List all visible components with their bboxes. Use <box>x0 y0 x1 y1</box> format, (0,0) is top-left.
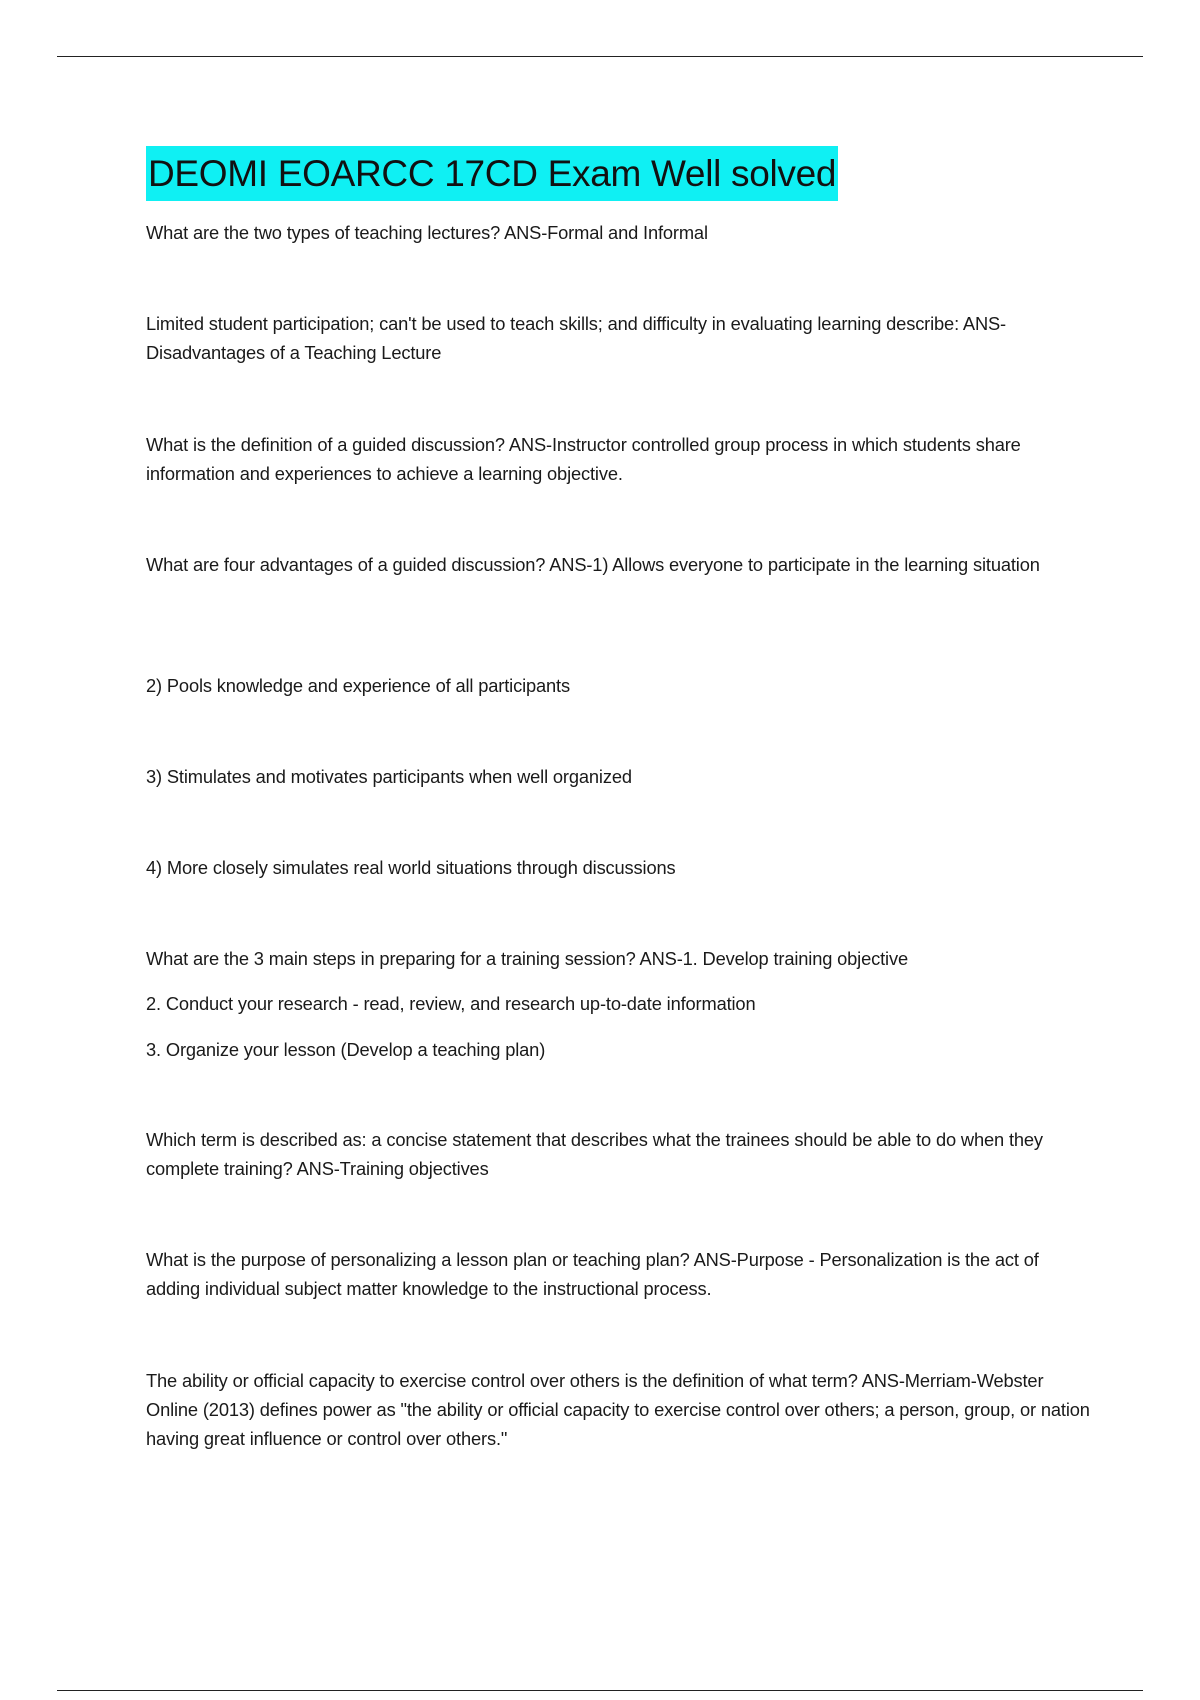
header-rule <box>57 56 1143 57</box>
paragraph-guided-discussion-definition: What is the definition of a guided discussion? ANS-Instructor controlled group process in which students share information and experiences to achieve a learning objective. <box>146 434 1021 484</box>
paragraph-training-objectives: Which term is described as: a concise statement that describes what the trainees should be able to do when they complete training? ANS-Training objectives <box>146 1129 1043 1179</box>
footer-rule <box>57 1690 1143 1691</box>
paragraph-power-definition: The ability or official capacity to exercise control over others is the definition of what term? ANS-Merriam-Webster Online (2013) defines power as "the ability or official capacity to exercise control over others; a person, group, or nation having great influence or control over others." <box>146 1370 1090 1449</box>
paragraph-lecture-types: What are the two types of teaching lectures? ANS-Formal and Informal <box>146 222 708 243</box>
paragraph-personalization: What is the purpose of personalizing a lesson plan or teaching plan? ANS-Purpose - Personalization is the act of adding individual subject matter knowledge to the instructional process. <box>146 1249 1039 1299</box>
paragraph-advantage-4: 4) More closely simulates real world situations through discussions <box>146 857 676 878</box>
document-title: DEOMI EOARCC 17CD Exam Well solved <box>146 146 838 201</box>
paragraph-step-2: 2. Conduct your research - read, review, and research up-to-date information <box>146 993 756 1014</box>
paragraph-training-steps: What are the 3 main steps in preparing for a training session? ANS-1. Develop training objective <box>146 948 908 969</box>
paragraph-lecture-disadvantages: Limited student participation; can't be used to teach skills; and difficulty in evaluating learning describe: ANS-Disadvantages of a Teaching Lecture <box>146 313 1006 363</box>
paragraph-advantage-2: 2) Pools knowledge and experience of all participants <box>146 675 570 696</box>
paragraph-step-3: 3. Organize your lesson (Develop a teaching plan) <box>146 1039 546 1060</box>
paragraph-guided-discussion-advantages: What are four advantages of a guided discussion? ANS-1) Allows everyone to participate in the learning situation <box>146 554 1040 575</box>
paragraph-advantage-3: 3) Stimulates and motivates participants when well organized <box>146 766 632 787</box>
